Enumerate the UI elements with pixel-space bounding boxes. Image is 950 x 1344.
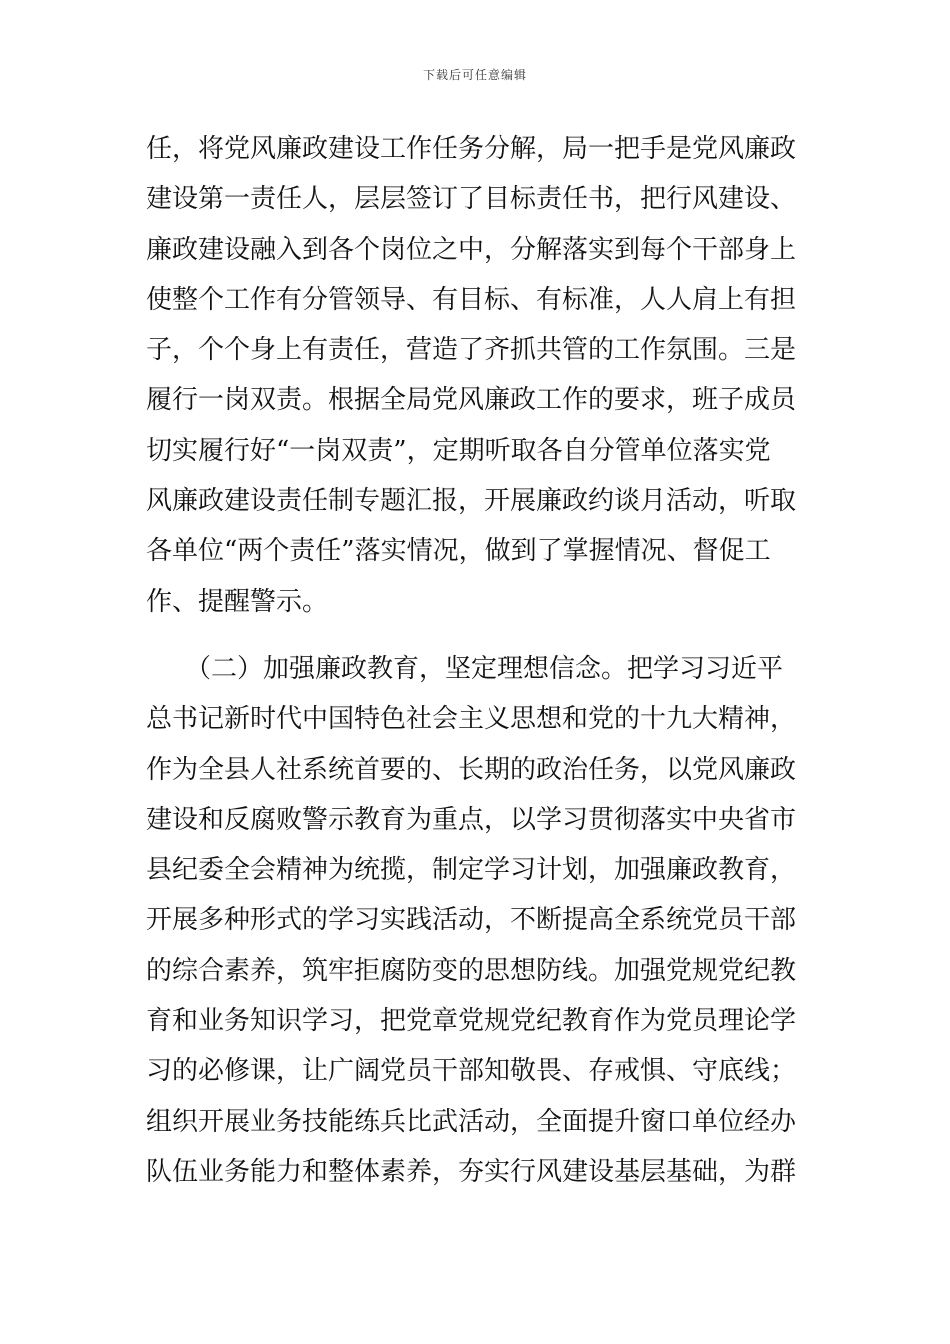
text-line: 子，个个身上有责任，营造了齐抓共管的工作氛围。三是 [146,335,797,366]
text-line: 作、提醒警示。 [146,586,329,617]
text-line: 建设和反腐败警示教育为重点，以学习贯彻落实中央省市 [146,804,797,835]
page-header: 下载后可任意编辑 [422,68,527,82]
text-line: 作为全县人社系统首要的、长期的政治任务，以党风廉政 [146,754,797,785]
text-line: 任，将党风廉政建设工作任务分解，局一把手是党风廉政 [146,134,797,164]
paragraph-2 [146,644,811,1197]
text-line: 风廉政建设责任制专题汇报，开展廉政约谈月活动，听取 [146,486,797,517]
text-line: 县纪委全会精神为统揽，制定学习计划，加强廉政教育， [146,855,797,886]
text-line: 履行一岗双责。根据全局党风廉政工作的要求，班子成员 [146,385,797,416]
text-line: 队伍业务能力和整体素养，夯实行风建设基层基础，为群 [146,1156,797,1187]
text-line: （二）加强廉政教育，坚定理想信念。把学习习近平 [146,654,784,684]
text-line: 总书记新时代中国特色社会主义思想和党的十九大精神， [146,704,797,735]
text-line: 组织开展业务技能练兵比武活动，全面提升窗口单位经办 [146,1106,797,1137]
text-line: 各单位“两个责任”落实情况，做到了掌握情况、督促工 [146,536,771,567]
text-line: 建设第一责任人，层层签订了目标责任书，把行风建设、 [146,184,797,215]
text-line: 使整个工作有分管领导、有目标、有标准，人人肩上有担 [146,284,797,315]
text-line: 开展多种形式的学习实践活动，不断提高全系统党员干部 [146,905,797,936]
text-line: 的综合素养，筑牢拒腐防变的思想防线。加强党规党纪教 [146,955,797,986]
paragraph-1 [146,124,811,627]
text-line: 廉政建设融入到各个岗位之中，分解落实到每个干部身上 [146,234,797,265]
text-line: 习的必修课，让广阔党员干部知敬畏、存戒惧、守底线； [146,1056,797,1087]
text-line: 切实履行好“一岗双责”，定期听取各自分管单位落实党 [146,435,771,466]
text-line: 育和业务知识学习，把党章党规党纪教育作为党员理论学 [146,1006,797,1037]
